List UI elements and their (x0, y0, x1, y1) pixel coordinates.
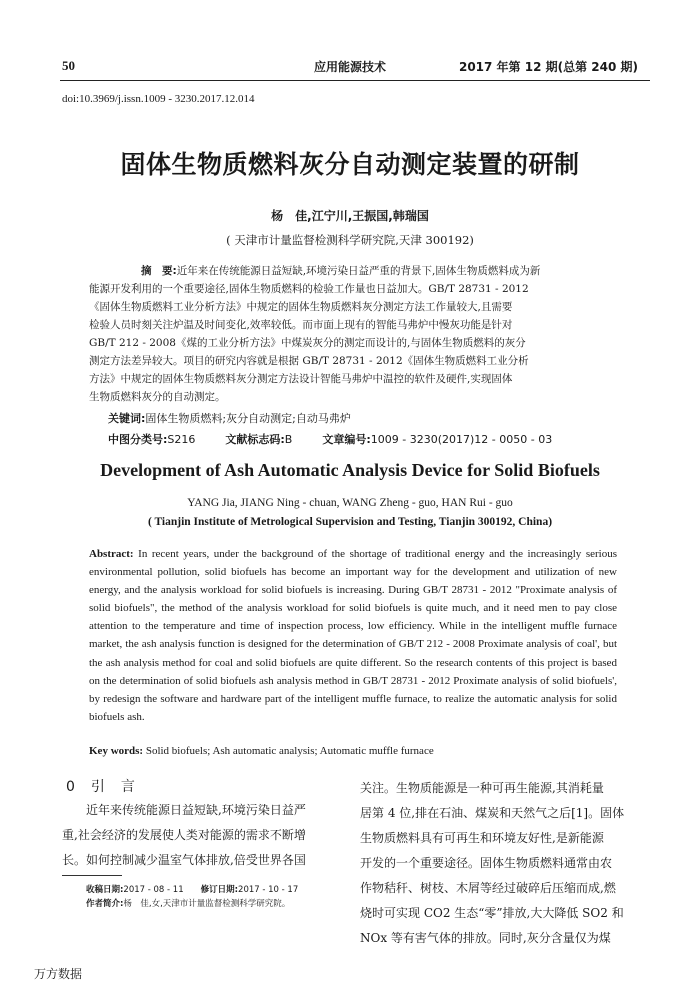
footnote (86, 883, 298, 911)
author-bio-label: 作者简介: (86, 899, 124, 909)
revised-label: 修订日期: (200, 885, 239, 895)
section-heading (66, 776, 151, 796)
doc-code-value: B (284, 433, 293, 446)
body-line: 作物秸秆、树枝、木屑等经过破碎后压缩而成,燃 (360, 881, 616, 895)
body-line: 居第 4 位,排在石油、煤炭和天然气之后[1]。固体 (360, 806, 625, 820)
footnote-rule (62, 875, 122, 876)
author-bio: 杨 佳,女,天津市计量监督检测科学研究院。 (123, 899, 291, 909)
abstract-line: 近年来在传统能源日益短缺,环境污染日益严重的背景下,固体生物质燃料成为新 (176, 265, 541, 277)
abstract-english (89, 545, 617, 726)
body-line: 开发的一个重要途径。固体生物质燃料通常由农 (360, 856, 613, 870)
doi: doi:10.3969/j.issn.1009 - 3230.2017.12.014 (62, 93, 255, 105)
body-line: 长。如何控制减少温室气体排放,倍受世界各国 (62, 853, 306, 867)
keywords-label-en: Key words: (89, 745, 144, 757)
body-right-column (360, 776, 645, 951)
abstract-line: 方法》中规定的固体生物质燃料灰分测定方法设计智能马弗炉中温控的软件及硬件,实现固体 (89, 373, 513, 385)
abstract-line: 测定方法差异较大。项目的研究内容就是根据 GB/T 28731 - 2012《固体生物质燃料工业分析 (89, 355, 529, 367)
title-english: Development of Ash Automatic Analysis Device for Solid Biofuels (100, 460, 600, 480)
body-line: 关注。生物质能源是一种可再生能源,其消耗量 (360, 781, 604, 795)
affiliation-english: ( Tianjin Institute of Metrological Supervision and Testing, Tianjin 300192, China) (147, 516, 553, 528)
keywords-label-cn: 关键词: (108, 412, 146, 425)
doc-code-label: 文献标志码: (225, 433, 285, 446)
header-rule (60, 80, 650, 81)
abstract-label-cn: 摘 要: (141, 265, 177, 277)
classification-line (108, 431, 552, 447)
abstract-line: 《固体生物质燃料工业分析方法》中规定的固体生物质燃料灰分测定方法工作量较大,且需要 (89, 301, 513, 313)
body-left-column (62, 798, 352, 873)
article-number-value: 1009 - 3230(2017)12 - 0050 - 03 (370, 433, 553, 446)
received-label: 收稿日期: (86, 885, 124, 895)
abstract-line: 能源开发利用的一个重要途径,固体生物质燃料的检验工作量也日益加大。GB/T 28731 - 2012 (89, 283, 529, 295)
keywords-english (89, 745, 434, 757)
section-number: 0 (66, 779, 75, 795)
title-chinese: 固体生物质燃料灰分自动测定装置的研制 (120, 150, 580, 179)
page-number: 50 (62, 58, 75, 73)
section-title-a: 引 (90, 779, 105, 795)
article-number-label: 文章编号: (322, 433, 371, 446)
body-line: NOx 等有害气体的排放。同时,灰分含量仅为煤 (360, 931, 611, 945)
authors-chinese: 杨 佳,江宁川,王振国,韩瑞国 (271, 209, 429, 223)
affiliation-chinese: ( 天津市计量监督检测科学研究院,天津 300192) (226, 233, 474, 247)
body-line: 生物质燃料具有可再生和环境友好性,是新能源 (360, 831, 604, 845)
abstract-line: 检验人员时刻关注炉温及时间变化,效率较低。而市面上现有的智能马弗炉中慢灰功能是针对 (89, 319, 513, 331)
abstract-chinese (89, 262, 619, 406)
body-line: 烧时可实现 CO2 生态“零”排放,大大降低 SO2 和 (360, 906, 624, 920)
journal-name: 应用能源技术 (313, 60, 386, 74)
keywords-chinese (108, 410, 351, 426)
keywords-text-cn: 固体生物质燃料;灰分自动测定;自动马弗炉 (145, 412, 351, 425)
revised-date: 2017 - 10 - 17 (238, 885, 299, 895)
body-line: 重,社会经济的发展使人类对能源的需求不断增 (62, 828, 306, 842)
body-line: 近年来传统能源日益短缺,环境污染日益严 (62, 803, 306, 817)
issue-info: 2017 年第 12 期(总第 240 期) (458, 60, 638, 74)
watermark-text: 万方数据 (34, 967, 83, 981)
abstract-line: GB/T 212 - 2008《煤的工业分析方法》中煤炭灰分的测定而设计的,与固体生物质燃料的灰分 (89, 337, 526, 349)
clc-label: 中图分类号: (108, 433, 168, 446)
received-date: 2017 - 08 - 11 (123, 885, 184, 895)
section-title-b: 言 (120, 779, 135, 795)
abstract-text-en: In recent years, under the background of the shortage of traditional energy and the increasingly serious environmental pollution, solid biofuels has become an important way for the development and utilization of new energy, and the analysis workload for solid biofuels is increasing. During GB/T 28731 - 2012 "Proximate analysis of solid biofuels", the method of the analysis workload for solid biofuels is quite much, and it need men to pay close attention to the temperature and time of inspection process, low efficiency. While in the intelligent muffle furnace market, the ash analysis function is designed for the determination of GB/T 212 - 2008 Proximate analysis of coal', but the ash analysis method for coal and solid biofuels are quite different. So the research contents of this project is based on the determination of solid biofuels ash analysis method in GB/T 28731 - 2012 Proximate analysis of solid biofuels', by redesign the software and hardware part of the intelligent muffle furnace, to realize the automatic analysis for solid biofuels ash. (89, 548, 618, 723)
clc-value: S216 (167, 433, 196, 446)
abstract-label-en: Abstract: (89, 548, 134, 560)
authors-english: YANG Jia, JIANG Ning - chuan, WANG Zheng - guo, HAN Rui - guo (187, 497, 513, 509)
abstract-line: 生物质燃料灰分的自动测定。 (89, 391, 226, 403)
keywords-text-en: Solid biofuels; Ash automatic analysis; Automatic muffle furnace (145, 745, 434, 757)
